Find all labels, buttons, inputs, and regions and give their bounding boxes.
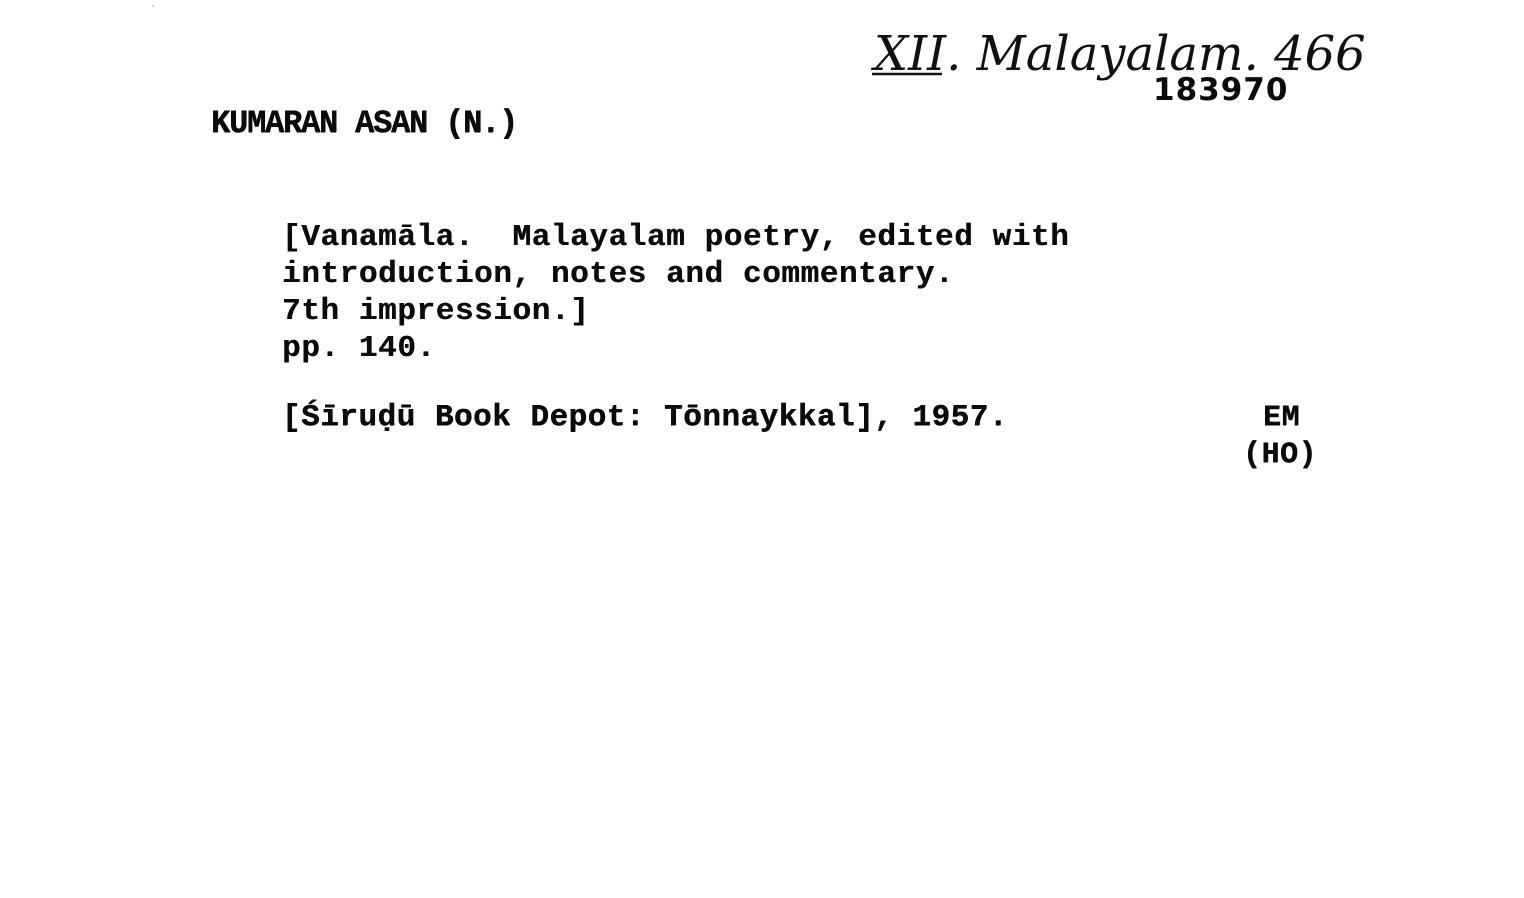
title-line: [Vanamāla. Malayalam poetry, edited with <box>282 220 1070 255</box>
author-heading: KUMARAN ASAN (N.) <box>211 105 518 142</box>
imprint-line: [Śīruḍū Book Depot: Tōnnaykkal], 1957. <box>282 400 1008 435</box>
handwritten-shelfmark <box>870 24 1370 84</box>
accession-number: 183970 <box>1153 72 1289 108</box>
pagination-line: pp. 140. <box>282 331 436 366</box>
location-code: EM <box>1263 401 1301 435</box>
location-subcode: (HO) <box>1243 438 1318 472</box>
title-line: 7th impression.] <box>282 294 590 329</box>
speck <box>152 5 154 7</box>
shelfmark-text: XII. Malayalam. 466 <box>874 26 1366 82</box>
title-line: introduction, notes and commentary. <box>282 257 955 292</box>
